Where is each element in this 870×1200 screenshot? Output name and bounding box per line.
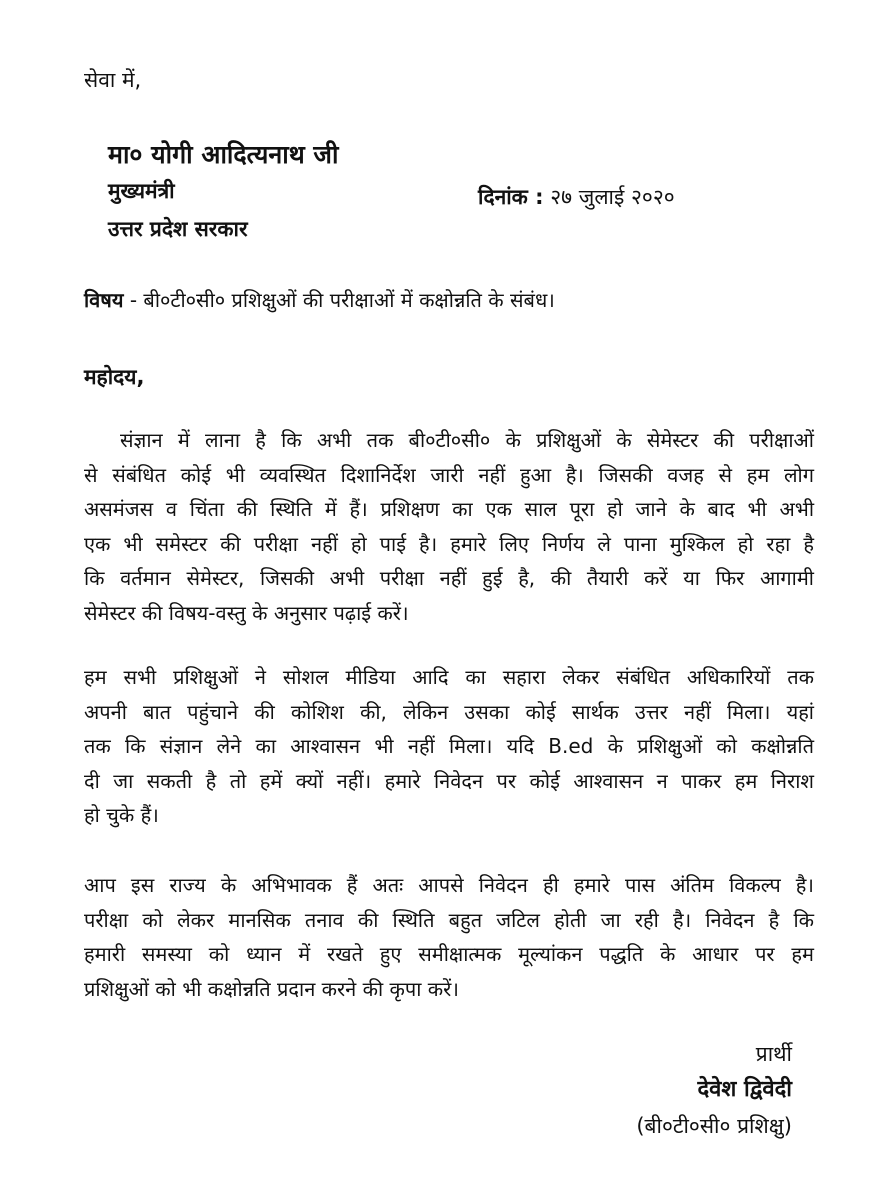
paragraph-line: हम सभी प्रशिक्षुओं ने सोशल मीडिया आदि का सहारा लेकर संबंधित अधिकारियों तक (84, 665, 814, 689)
paragraph-line: कि वर्तमान सेमेस्टर, जिसकी अभी परीक्षा नहीं हुई है, की तैयारी करें या फिर आगामी (84, 566, 814, 590)
addressee-block (108, 138, 338, 248)
paragraph-line: आप इस राज्य के अभिभावक हैं अतः आपसे निवेदन ही हमारे पास अंतिम विकल्प है। (84, 873, 814, 897)
paragraph-line: परीक्षा को लेकर मानसिक तनाव की स्थिति बहुत जटिल होती जा रही है। निवेदन है कि (84, 907, 814, 932)
paragraph-line: हो चुके हैं। (84, 803, 159, 827)
paragraph-line: सेमेस्टर की विषय-वस्तु के अनुसार पढ़ाई करें। (84, 600, 409, 625)
salutation: सेवा में, (84, 68, 142, 92)
paragraph-line: असमंजस व चिंता की स्थिति में हैं। प्रशिक्षण का एक साल पूरा हो जाने के बाद भी अभी (84, 497, 814, 521)
subject-label: विषय (84, 288, 124, 312)
body-paragraph-1 (84, 423, 814, 630)
addressee-designation: मुख्यमंत्री (108, 179, 175, 203)
paragraph-line: हमारी समस्या को ध्यान में रखते हुए समीक्षात्मक मूल्यांकन पद्धति के आधार पर हम (84, 942, 814, 966)
date-line (478, 183, 675, 211)
date-value: २७ जुलाई २०२० (550, 185, 675, 209)
paragraph-line: अपनी बात पहुंचाने की कोशिश की, लेकिन उसका कोई सार्थक उत्तर नहीं मिला। यहां (84, 699, 814, 724)
paragraph-line: संज्ञान में लाना है कि अभी तक बी०टी०सी० के प्रशिक्षुओं के सेमेस्टर की परीक्षाओं (120, 428, 814, 452)
body-paragraph-2 (84, 660, 814, 833)
subject-line (84, 286, 555, 313)
signer-role: (बी०टी०सी० प्रशिक्षु) (636, 1114, 792, 1138)
body-paragraph-3 (84, 868, 814, 1006)
paragraph-line: प्रशिक्षुओं को भी कक्षोन्नति प्रदान करने की कृपा करें। (84, 976, 459, 1001)
paragraph-line: तक कि संज्ञान लेने का आश्वासन भी नहीं मिला। यदि B.ed के प्रशिक्षुओं को कक्षोन्नति (84, 734, 814, 758)
paragraph-line: दी जा सकती है तो हमें क्यों नहीं। हमारे निवेदन पर कोई आश्वासन न पाकर हम निराश (84, 768, 814, 793)
paragraph-line: से संबंधित कोई भी व्यवस्थित दिशानिर्देश जारी नहीं हुआ है। जिसकी वजह से हम लोग (84, 462, 814, 487)
paragraph-line: एक भी समेस्टर की परीक्षा नहीं हो पाई है। हमारे लिए निर्णय ले पाना मुश्किल हो रहा है (84, 531, 814, 556)
subject-text: - बी०टी०सी० प्रशिक्षुओं की परीक्षाओं में कक्षोन्नति के संबंध। (129, 288, 555, 312)
greeting: महोदय, (84, 365, 145, 389)
addressee-name: मा० योगी आदित्यनाथ जी (108, 140, 339, 169)
signer-name: देवेश द्विवेदी (697, 1077, 792, 1102)
signature-block (636, 1036, 792, 1144)
date-label: दिनांक : (478, 185, 544, 209)
closing-word: प्रार्थी (755, 1042, 792, 1066)
addressee-organization: उत्तर प्रदेश सरकार (108, 217, 248, 241)
